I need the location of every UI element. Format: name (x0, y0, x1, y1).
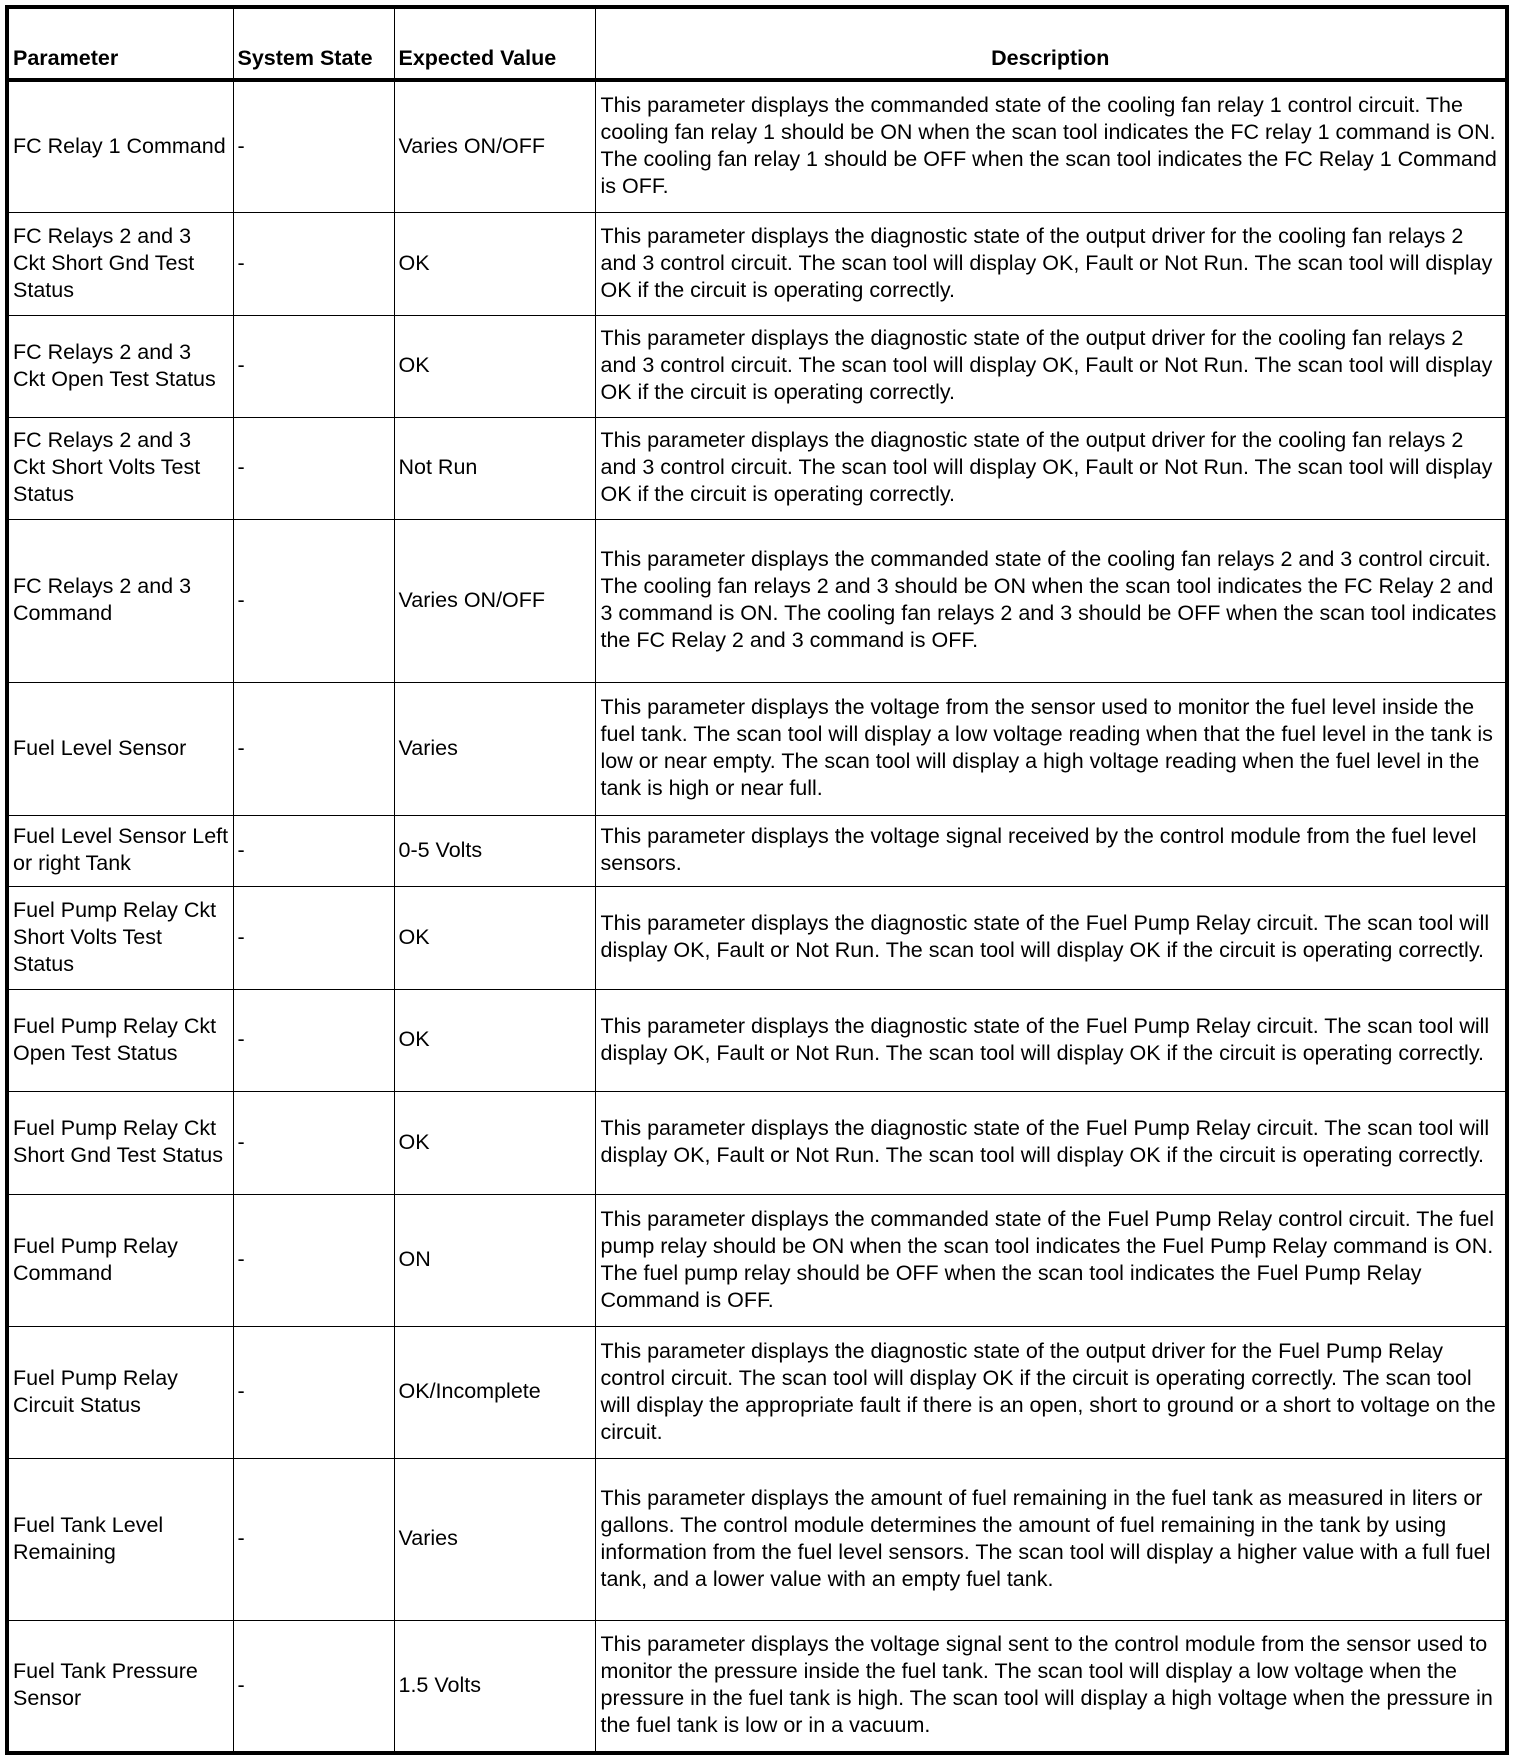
header-expected-value: Expected Value (394, 7, 595, 80)
cell-parameter: Fuel Pump Relay Ckt Short Gnd Test Status (7, 1091, 233, 1194)
header-system-state: System State (233, 7, 394, 80)
cell-description: This parameter displays the commanded state of the cooling fan relay 1 control circuit. The cooling fan relay 1 should be ON when the scan tool indicates the FC relay 1 command is ON. The cooling fan relay 1 should be OFF when the scan tool indicates the FC Relay 1 Command is OFF. (595, 80, 1507, 212)
cell-system-state: - (233, 1194, 394, 1326)
cell-parameter: FC Relays 2 and 3 Ckt Short Gnd Test Status (7, 212, 233, 315)
cell-parameter: FC Relays 2 and 3 Ckt Open Test Status (7, 315, 233, 417)
table-row (7, 80, 1507, 212)
cell-parameter: FC Relays 2 and 3 Command (7, 519, 233, 682)
cell-description: This parameter displays the voltage from the sensor used to monitor the fuel level inside the fuel tank. The scan tool will display a low voltage reading when that the fuel level in the tank is low or near empty. The scan tool will display a high voltage reading when the fuel level in the tank is high or near full. (595, 682, 1507, 815)
cell-system-state: - (233, 417, 394, 519)
cell-description: This parameter displays the diagnostic state of the output driver for the cooling fan relays 2 and 3 control circuit. The scan tool will display OK, Fault or Not Run. The scan tool will display OK if the circuit is operating correctly. (595, 315, 1507, 417)
header-description: Description (595, 7, 1507, 80)
cell-expected-value: 0-5 Volts (394, 815, 595, 886)
cell-expected-value: 1.5 Volts (394, 1620, 595, 1753)
table-row (7, 1620, 1507, 1753)
cell-expected-value: OK (394, 989, 595, 1091)
cell-parameter: Fuel Level Sensor Left or right Tank (7, 815, 233, 886)
table-row (7, 1326, 1507, 1458)
table-row (7, 1458, 1507, 1620)
cell-parameter: Fuel Pump Relay Ckt Open Test Status (7, 989, 233, 1091)
cell-expected-value: OK/Incomplete (394, 1326, 595, 1458)
cell-system-state: - (233, 519, 394, 682)
cell-parameter: FC Relay 1 Command (7, 80, 233, 212)
cell-system-state: - (233, 1091, 394, 1194)
cell-description: This parameter displays the diagnostic state of the Fuel Pump Relay circuit. The scan tool will display OK, Fault or Not Run. The scan tool will display OK if the circuit is operating correctly. (595, 886, 1507, 989)
cell-system-state: - (233, 315, 394, 417)
table-row (7, 1091, 1507, 1194)
table-row (7, 315, 1507, 417)
table-header (7, 7, 1507, 80)
cell-system-state: - (233, 212, 394, 315)
parameter-table (5, 5, 1509, 1755)
cell-system-state: - (233, 682, 394, 815)
table-row (7, 815, 1507, 886)
cell-description: This parameter displays the commanded state of the Fuel Pump Relay control circuit. The fuel pump relay should be ON when the scan tool indicates the Fuel Pump Relay command is ON. The fuel pump relay should be OFF when the scan tool indicates the Fuel Pump Relay Command is OFF. (595, 1194, 1507, 1326)
cell-system-state: - (233, 886, 394, 989)
table-row (7, 212, 1507, 315)
cell-system-state: - (233, 1620, 394, 1753)
cell-expected-value: Varies ON/OFF (394, 80, 595, 212)
cell-parameter: Fuel Pump Relay Ckt Short Volts Test Status (7, 886, 233, 989)
cell-parameter: Fuel Pump Relay Command (7, 1194, 233, 1326)
cell-description: This parameter displays the voltage signal received by the control module from the fuel level sensors. (595, 815, 1507, 886)
cell-parameter: Fuel Level Sensor (7, 682, 233, 815)
cell-system-state: - (233, 815, 394, 886)
cell-description: This parameter displays the diagnostic state of the output driver for the cooling fan relays 2 and 3 control circuit. The scan tool will display OK, Fault or Not Run. The scan tool will display OK if the circuit is operating correctly. (595, 417, 1507, 519)
cell-description: This parameter displays the diagnostic state of the output driver for the cooling fan relays 2 and 3 control circuit. The scan tool will display OK, Fault or Not Run. The scan tool will display OK if the circuit is operating correctly. (595, 212, 1507, 315)
cell-system-state: - (233, 1326, 394, 1458)
cell-expected-value: Varies (394, 1458, 595, 1620)
cell-description: This parameter displays the diagnostic state of the Fuel Pump Relay circuit. The scan tool will display OK, Fault or Not Run. The scan tool will display OK if the circuit is operating correctly. (595, 989, 1507, 1091)
table-row (7, 989, 1507, 1091)
cell-parameter: FC Relays 2 and 3 Ckt Short Volts Test Status (7, 417, 233, 519)
cell-description: This parameter displays the amount of fuel remaining in the fuel tank as measured in liters or gallons. The control module determines the amount of fuel remaining in the tank by using information from the fuel level sensors. The scan tool will display a higher value with a full fuel tank, and a lower value with an empty fuel tank. (595, 1458, 1507, 1620)
cell-expected-value: Varies (394, 682, 595, 815)
cell-expected-value: Not Run (394, 417, 595, 519)
cell-expected-value: OK (394, 315, 595, 417)
cell-parameter: Fuel Tank Level Remaining (7, 1458, 233, 1620)
cell-expected-value: OK (394, 886, 595, 989)
header-parameter: Parameter (7, 7, 233, 80)
cell-expected-value: Varies ON/OFF (394, 519, 595, 682)
cell-description: This parameter displays the voltage signal sent to the control module from the sensor used to monitor the pressure inside the fuel tank. The scan tool will display a low voltage when the pressure in the fuel tank is high. The scan tool will display a high voltage when the pressure in the fuel tank is low or in a vacuum. (595, 1620, 1507, 1753)
table-body (7, 80, 1507, 1753)
cell-parameter: Fuel Pump Relay Circuit Status (7, 1326, 233, 1458)
header-row (7, 7, 1507, 80)
cell-description: This parameter displays the diagnostic state of the output driver for the Fuel Pump Relay control circuit. The scan tool will display OK if the circuit is operating correctly. The scan tool will display the appropriate fault if there is an open, short to ground or a short to voltage on the circuit. (595, 1326, 1507, 1458)
cell-expected-value: OK (394, 1091, 595, 1194)
cell-system-state: - (233, 80, 394, 212)
table-row (7, 682, 1507, 815)
table-row (7, 519, 1507, 682)
table-row (7, 1194, 1507, 1326)
cell-description: This parameter displays the commanded state of the cooling fan relays 2 and 3 control circuit. The cooling fan relays 2 and 3 should be ON when the scan tool indicates the FC Relay 2 and 3 command is ON. The cooling fan relays 2 and 3 should be OFF when the scan tool indicates the FC Relay 2 and 3 command is OFF. (595, 519, 1507, 682)
cell-system-state: - (233, 1458, 394, 1620)
cell-expected-value: ON (394, 1194, 595, 1326)
table-row (7, 886, 1507, 989)
cell-description: This parameter displays the diagnostic state of the Fuel Pump Relay circuit. The scan tool will display OK, Fault or Not Run. The scan tool will display OK if the circuit is operating correctly. (595, 1091, 1507, 1194)
table-row (7, 417, 1507, 519)
cell-system-state: - (233, 989, 394, 1091)
cell-parameter: Fuel Tank Pressure Sensor (7, 1620, 233, 1753)
cell-expected-value: OK (394, 212, 595, 315)
